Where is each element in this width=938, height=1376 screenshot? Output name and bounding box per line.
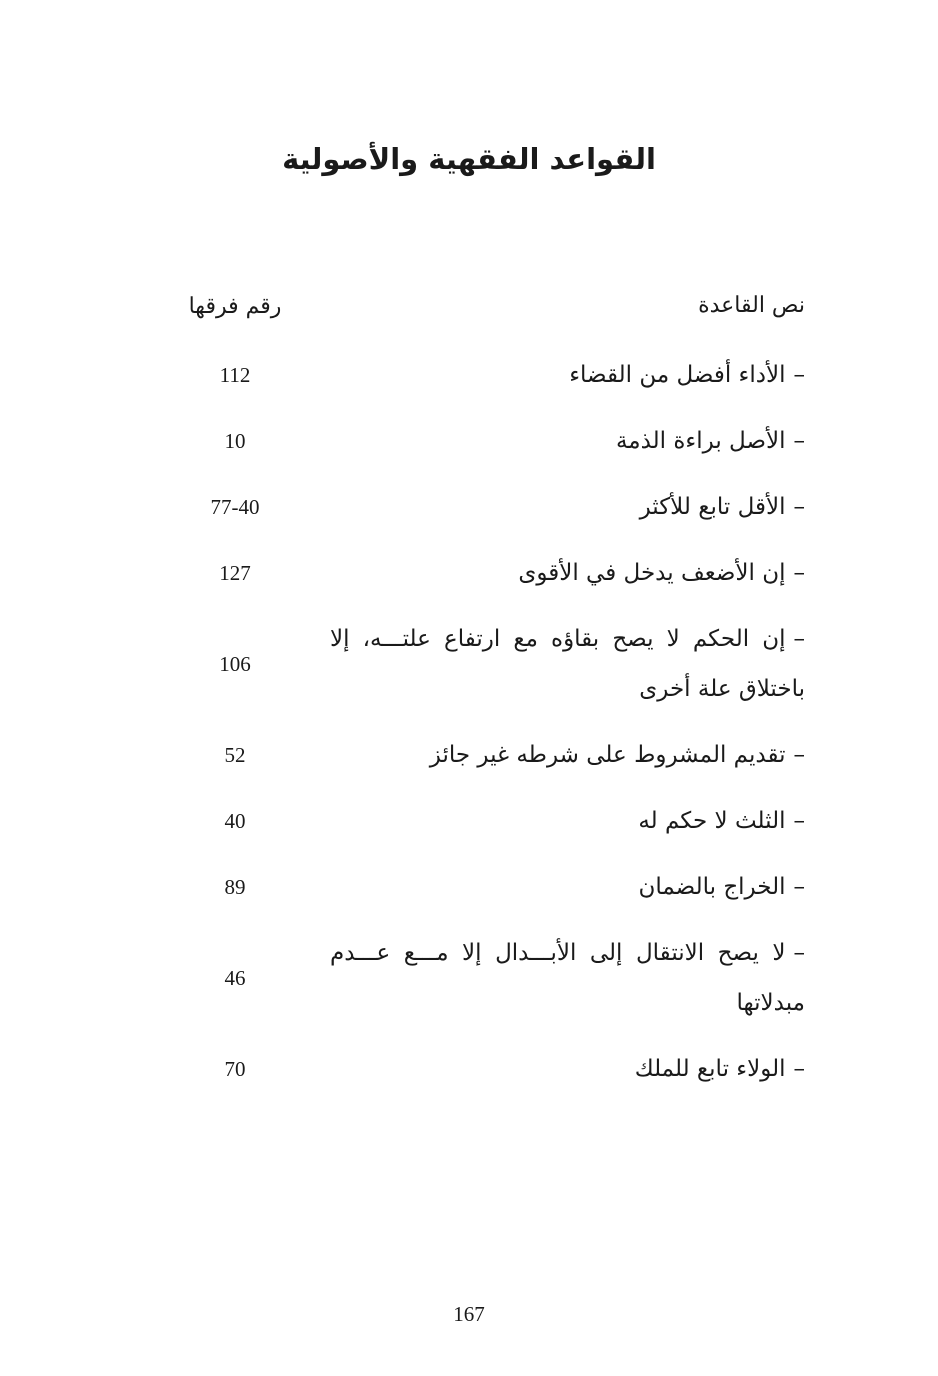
rule-number: 89 [224,874,246,899]
rule-number: 10 [224,428,246,453]
rule-text: تقديم المشروط على شرطه غير جائز [429,742,786,768]
rule-text: إن الحكم لا يصح بقاؤه مع ارتفاع علتـــه، إلا باختلاق علة أخرى [330,626,805,702]
dash-marker: – [793,874,805,900]
dash-marker: – [793,428,805,454]
table-row [140,474,805,540]
rule-text: الولاء تابع للملك [634,1056,786,1082]
rule-text: الثلث لا حكم له [638,808,786,834]
dash-marker: – [793,940,805,966]
dash-marker: – [793,626,805,652]
rule-text: الأقل تابع للأكثر [639,494,786,520]
rule-text: إن الأضعف يدخل في الأقوى [518,560,786,586]
rule-number: 40 [224,808,246,833]
page-number: 167 [453,1302,485,1326]
rule-text: الخراج بالضمان [638,874,786,900]
rule-text-cell [330,348,805,402]
rule-text-cell [330,860,805,914]
rule-text-cell [330,414,805,468]
rule-text: الأصل براءة الذمة [615,428,786,454]
rule-number: 77-40 [210,494,260,519]
dash-marker: – [793,560,805,586]
rule-text-cell [330,546,805,600]
rule-text-cell [330,614,805,714]
table-row [140,606,805,722]
dash-marker: – [793,1056,805,1082]
page-title: القواعد الفقهية والأصولية [282,142,656,176]
header-number: رقم فرقها [188,293,282,319]
rule-text-cell [330,928,805,1028]
rule-text: الأداء أفضل من القضاء [569,362,786,388]
rule-text-cell [330,1042,805,1096]
dash-marker: – [793,808,805,834]
rule-text-cell [330,794,805,848]
table-row [140,854,805,920]
table-row [140,920,805,1036]
rule-number: 70 [224,1056,246,1081]
rule-number: 46 [224,965,246,990]
dash-marker: – [793,362,805,388]
rules-table [140,270,805,1102]
table-row [140,408,805,474]
header-rule-text: نص القاعدة [698,293,805,318]
dash-marker: – [793,494,805,520]
table-header [140,270,805,342]
table-row [140,540,805,606]
dash-marker: – [793,742,805,768]
table-row [140,722,805,788]
rule-number: 127 [219,560,251,585]
rule-number: 106 [219,651,251,676]
table-row [140,1036,805,1102]
rule-text-cell [330,480,805,534]
rule-text-cell [330,728,805,782]
rule-number: 112 [219,362,251,387]
table-row [140,788,805,854]
table-row [140,342,805,408]
rule-text: لا يصح الانتقال إلى الأبـــدال إلا مـــع عـــدم مبدلاتها [330,940,805,1016]
rule-number: 52 [224,742,246,767]
